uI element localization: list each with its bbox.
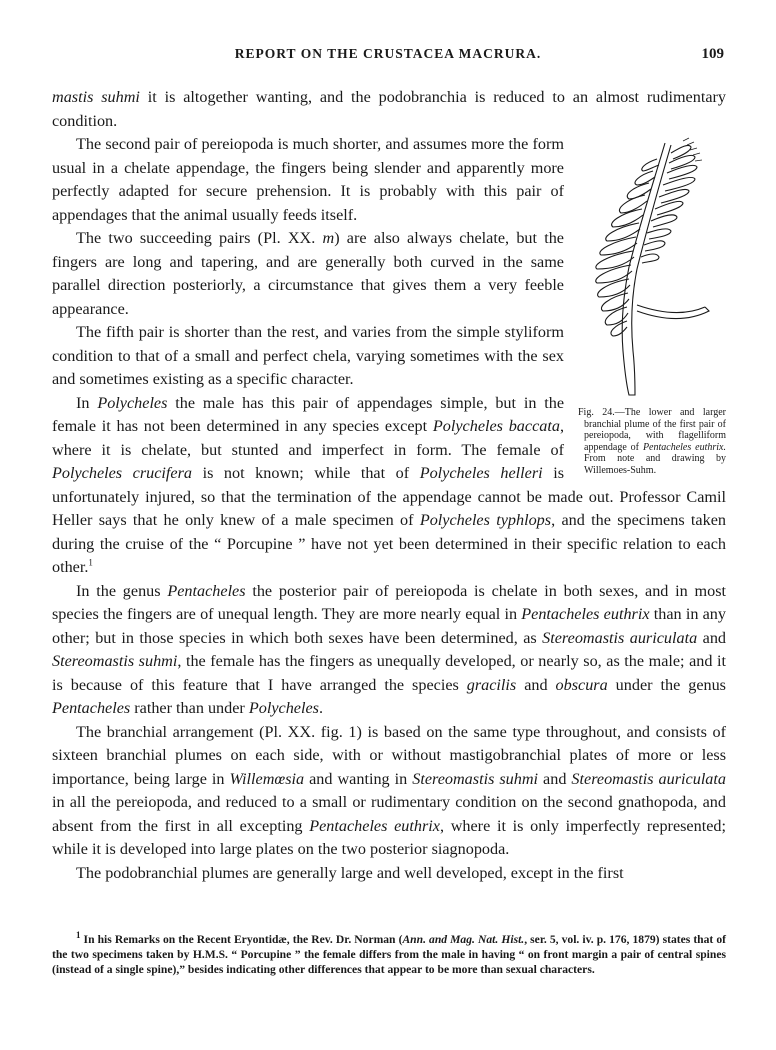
paragraph-1 — [52, 86, 726, 133]
italic-term: Polycheles baccata — [432, 417, 560, 435]
italic-term: Pentacheles — [52, 699, 131, 717]
caption-species: Pentacheles euthrix. — [642, 441, 726, 453]
figure-label: Fig. 24. — [578, 407, 615, 418]
italic-term: m — [322, 229, 335, 247]
paragraph-text: the male has this pair of appendages simple, but in the female it has not been determined in any species except — [52, 393, 565, 435]
paragraph-4: The fifth pair is shorter than the rest, and varies from the simple styliform condition to that of a small and perfect chela, varying sometimes with the sex and sometimes existing as a specific character. — [52, 323, 564, 388]
paragraph-text: ) are also always chelate, but the fingers are long and tapering, and are generally both curved in the same parallel direction posteriorly, a circumstance that gives them a very feeble appearance. — [52, 229, 564, 318]
paragraph-text: under the genus — [607, 675, 726, 694]
paragraph-text: in all the pereiopoda, and reduced to a small or rudimentary condition on the second gnathopoda, and absent from the first in all excepting — [52, 793, 726, 835]
paragraph-text: than in any other; but in those species in which both sexes have been determined, as — [52, 605, 726, 647]
paragraph-8: The podobranchial plumes are generally large and well developed, except in the first — [76, 863, 624, 882]
italic-citation: Ann. and Mag. Nat. Hist. — [402, 933, 525, 946]
italic-term: Pentacheles — [167, 581, 246, 600]
paragraph-text: . — [318, 699, 324, 717]
italic-term: Stereomastis suhmi — [52, 652, 178, 670]
caption-text-tail: From note and drawing by Willemoes-Suhm. — [584, 453, 726, 476]
italic-term: Stereomastis suhmi — [412, 769, 539, 788]
paragraph-6 — [52, 580, 726, 721]
paragraph-text: is not known; while that of — [192, 464, 420, 482]
italic-term: Willemœsia — [229, 769, 305, 788]
paragraph-text: The branchial arrangement (Pl. XX. fig. 1) is based on the same type throughout, and consists of sixteen branchial plumes on each side, with or without mastigobranchial plates of more or less importance, being large in — [52, 722, 726, 788]
italic-term: mastis suhmi — [52, 88, 140, 106]
figure-caption — [578, 407, 726, 476]
footnote-marker: 1 — [76, 930, 81, 941]
paragraph-text: In — [76, 393, 98, 412]
body-text — [52, 86, 726, 885]
italic-term: Stereomastis auriculata — [542, 628, 698, 647]
caption-text: —The lower and larger branchial plume of the first pair of pereiopoda, with flagelliform appendage of — [584, 407, 726, 453]
paragraph-text: is unfortunately injured, so that the termination of the appendage cannot be made out. Professor Camil Heller says that he only knew of a male specimen of — [52, 464, 726, 529]
running-header — [52, 46, 724, 68]
paragraph-text: In the genus — [76, 581, 168, 600]
running-title: REPORT ON THE CRUSTACEA MACRURA. — [234, 46, 542, 61]
paragraph-7 — [52, 721, 726, 862]
paragraph-text: , the female has the fingers as unequally developed, or nearly so, as the male; and it is because of this feature that I have arranged the species — [52, 652, 727, 694]
italic-term: Pentacheles euthrix — [309, 816, 440, 835]
paragraph-text: The two succeeding pairs (Pl. XX. — [76, 229, 323, 247]
italic-term: Polycheles — [97, 393, 168, 412]
italic-term: obscura — [555, 675, 608, 694]
paragraph-2: The second pair of pereiopoda is much shorter, and assumes more the form usual in a chelate appendage, the fingers being slender and apparently more perfectly adapted for secure prehension. It is probably with this pair of appendages that the animal usually feeds itself. — [52, 135, 564, 224]
paragraph-text: it is altogether wanting, and the podobranchia is reduced to an almost rudimentary condition. — [52, 88, 726, 130]
paragraph-text: , where it is only imperfectly represented; while it is developed into large plates on the two posterior siagnopoda. — [52, 816, 726, 858]
footnote-text: , ser. 5, vol. iv. p. 176, 1879) states that of the two specimens taken by H.M.S. “ Porcupine ” the female differs from the male in having “ on front margin a pair of central spines (instead of a single spine),” besides indicating other differences that appear to be more than sexual characters. — [52, 933, 727, 976]
footnote — [52, 932, 726, 977]
italic-term: Polycheles typhlops — [419, 511, 552, 529]
branchial-plume-illustration — [587, 137, 717, 399]
footnote-text: In his Remarks on the Recent Eryontidæ, the Rev. Dr. Norman ( — [80, 933, 403, 946]
paragraph-text: , where it is chelate, but stunted and imperfect in form. The female of — [52, 417, 564, 459]
italic-term: Polycheles — [248, 699, 319, 717]
paragraph-text: rather than under — [130, 699, 249, 717]
figure-24 — [578, 137, 726, 476]
paragraph-text: , and the specimens taken during the cruise of the “ Porcupine ” have not yet been determined in their specific relation to each other. — [52, 511, 726, 576]
paragraph-text: and — [697, 628, 727, 647]
italic-term: Pentacheles euthrix — [521, 605, 650, 623]
footnote-1 — [52, 932, 726, 977]
paragraph-text: and — [538, 769, 572, 788]
page-number: 109 — [701, 46, 724, 62]
italic-term: Polycheles crucifera — [52, 464, 193, 482]
italic-term: Polycheles helleri — [419, 464, 543, 482]
paragraph-text: and — [516, 675, 556, 694]
italic-term: Stereomastis auriculata — [571, 769, 726, 788]
italic-term: gracilis — [466, 675, 517, 694]
paragraph-text: the posterior pair of pereiopoda is chelate in both sexes, and in most species the fingers are of unequal length. They are more nearly equal in — [52, 581, 726, 623]
footnote-reference[interactable]: 1 — [88, 557, 93, 568]
paragraph-text: and wanting in — [304, 769, 413, 788]
